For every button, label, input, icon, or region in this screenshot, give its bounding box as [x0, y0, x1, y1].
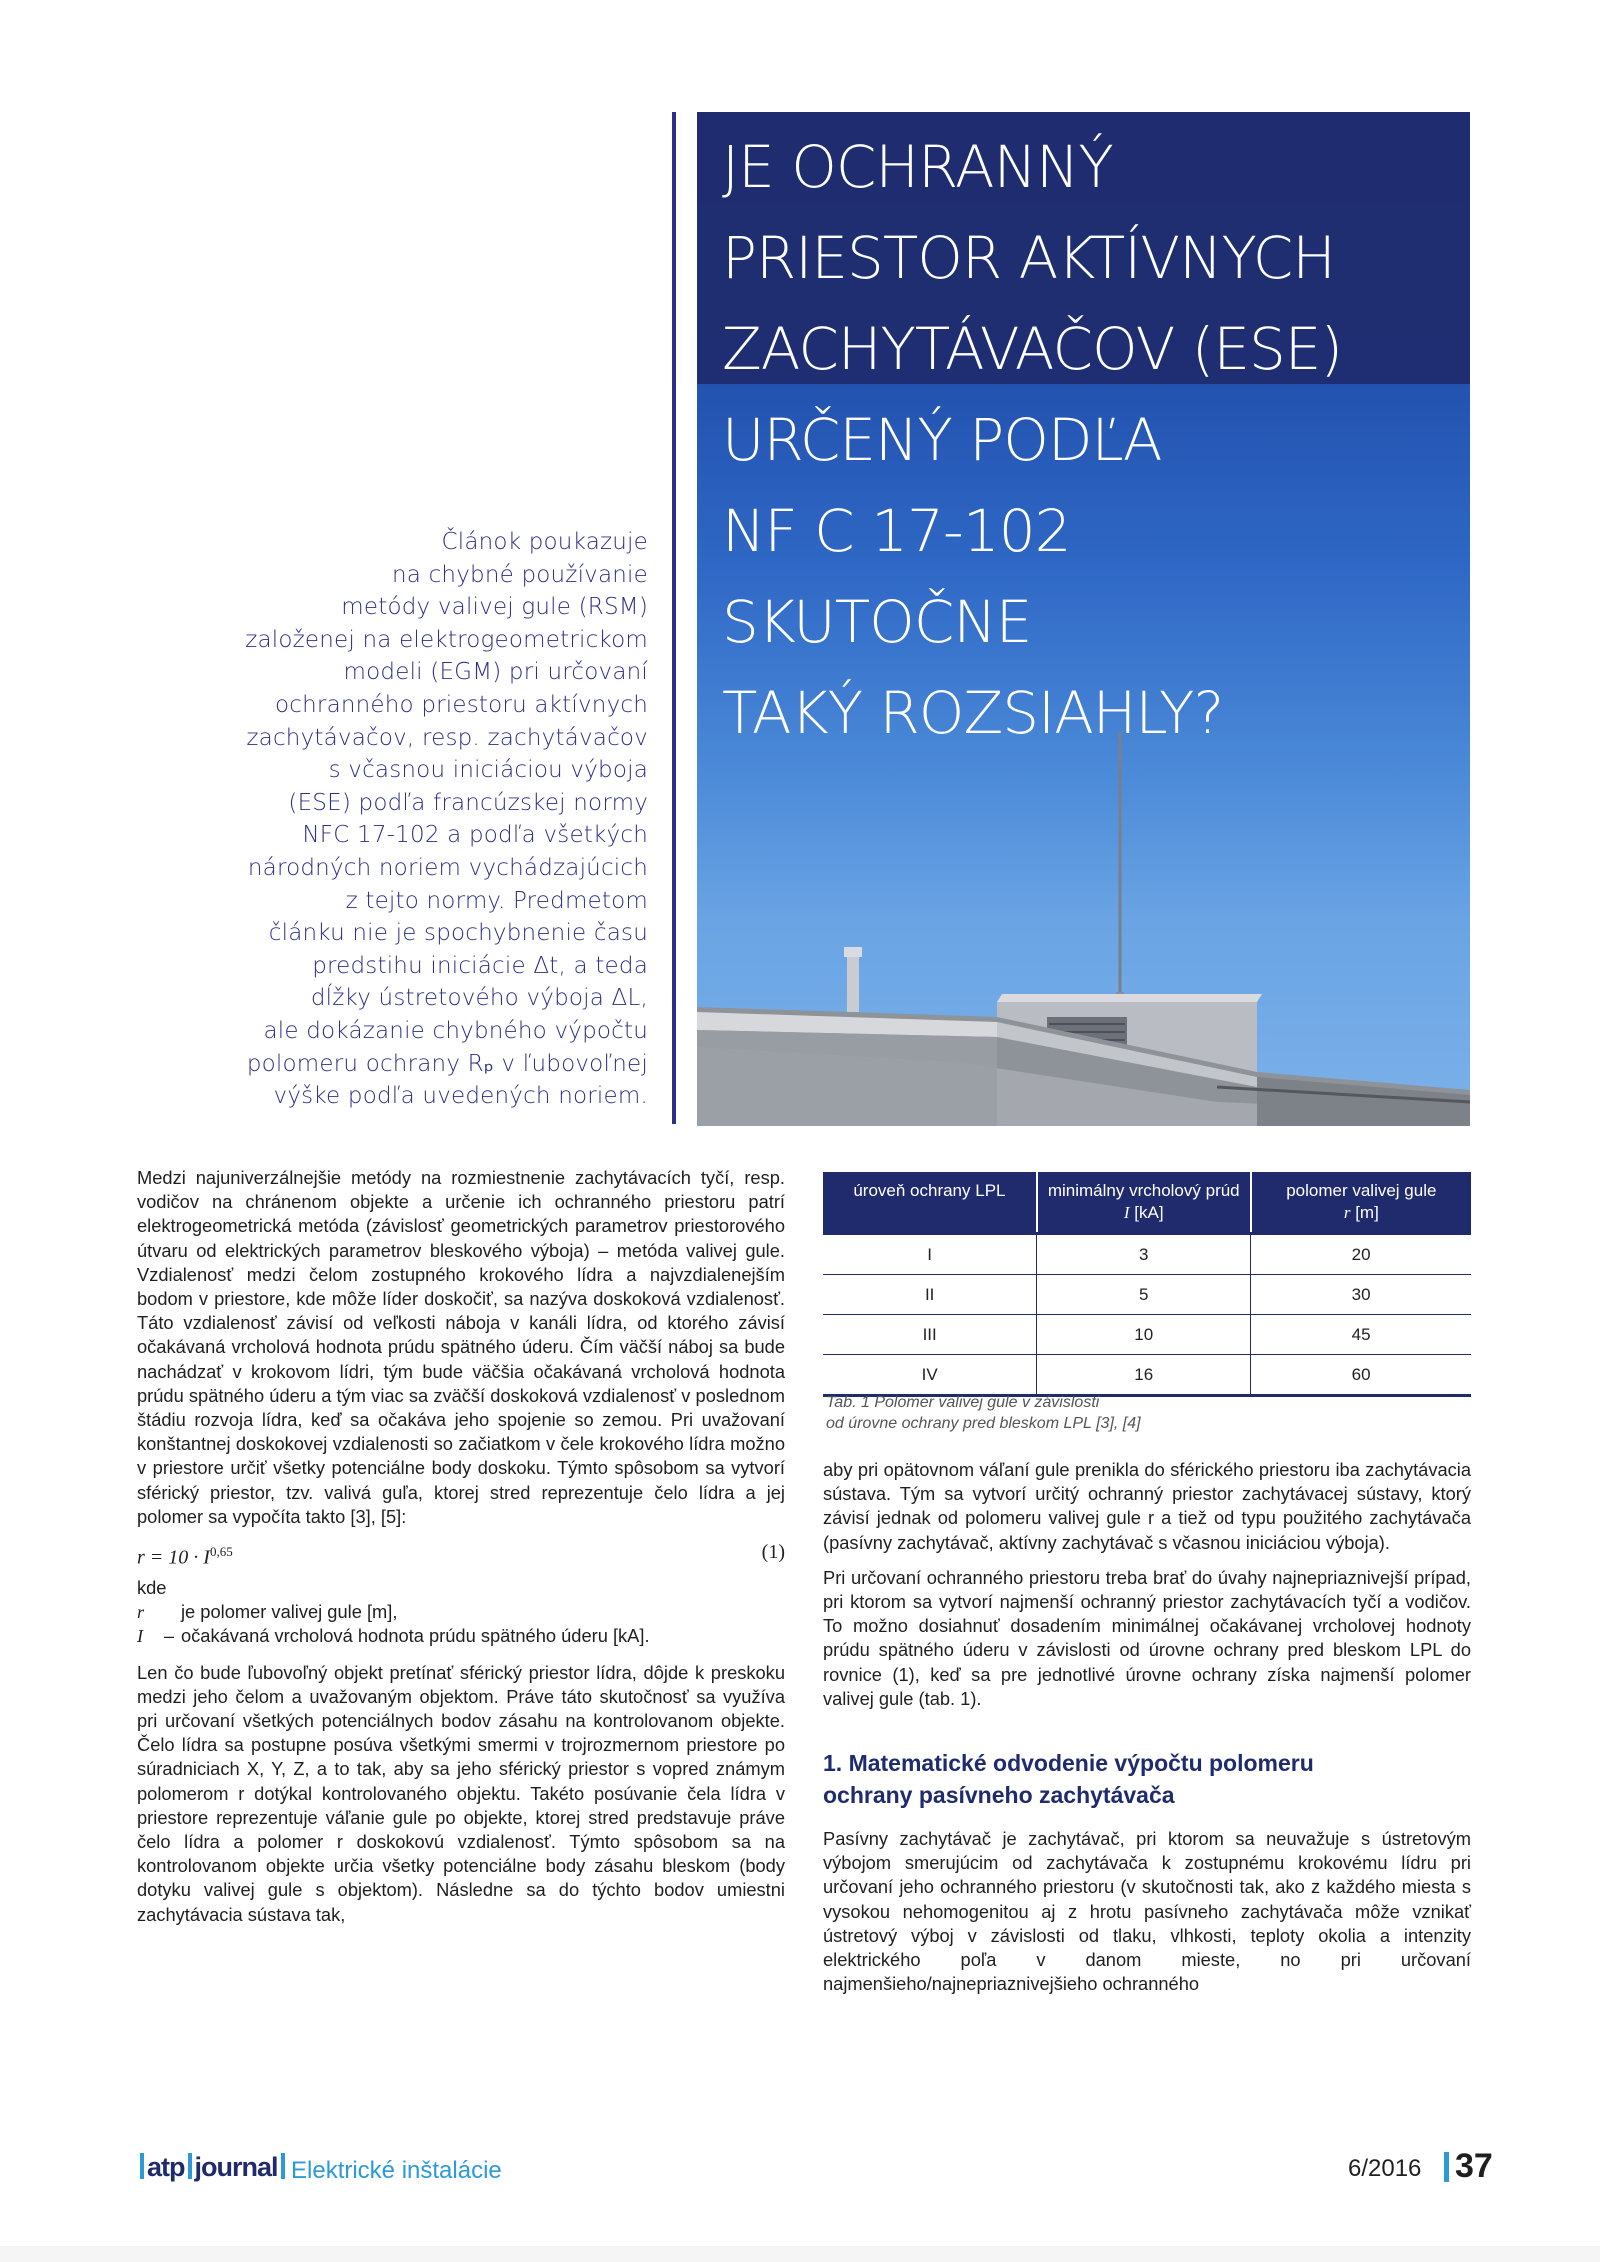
title-line: TAKÝ ROZSIAHLY? [722, 679, 1224, 747]
table-header-cell: úroveň ochrany LPL [823, 1172, 1037, 1234]
kde-label: kde [137, 1576, 167, 1598]
table-header-cell: polomer valivej gule r [m] [1251, 1172, 1471, 1234]
lead-line: ochranného priestoru aktívnych [275, 691, 648, 718]
lead-line: s včasnou iniciáciou výboja [328, 757, 648, 784]
title-line: NF C 17-102 [722, 497, 1071, 565]
title-line: ZACHYTÁVAČOV (ESE) [722, 315, 1343, 383]
table-cell: 45 [1251, 1315, 1471, 1355]
table-header-cell: minimálny vrcholový prúd I [kA] [1037, 1172, 1251, 1234]
vertical-rule [672, 112, 676, 1124]
lead-line: z tejto normy. Predmetom [345, 887, 648, 914]
table-cell: I [823, 1234, 1037, 1275]
caption-line: Tab. 1 Polomer valivej gule v závislosti [826, 1394, 1100, 1411]
variable-dash [157, 1600, 181, 1624]
equation-exponent: 0,65 [209, 1544, 233, 1560]
title-line: URČENÝ PODĽA [722, 406, 1162, 474]
title-line: PRIESTOR AKTÍVNYCH [722, 224, 1335, 292]
variable-symbol: I [137, 1626, 144, 1647]
table-cell: 20 [1251, 1234, 1471, 1275]
variable-r-definition [137, 1600, 785, 1624]
table-row [823, 1355, 1471, 1396]
table-cell: IV [823, 1355, 1037, 1396]
table-row [823, 1234, 1471, 1275]
lead-line: polomeru ochrany Rₚ v ľubovoľnej [246, 1050, 648, 1077]
equation-lhs: r = 10 · I [137, 1546, 210, 1569]
lead-paragraph [210, 526, 648, 1113]
lead-line: zachytávačov, resp. zachytávačov [246, 724, 648, 751]
table-cell: 30 [1251, 1275, 1471, 1315]
variable-text: je polomer valivej gule [m], [181, 1601, 398, 1623]
section-heading: 1. Matematické odvodenie výpočtu polomeru ochrany pasívneho zachytávača [823, 1750, 1314, 1809]
table-row [823, 1315, 1471, 1355]
lead-line: metódy valivej gule (RSM) [341, 594, 648, 621]
title-line: JE OCHRANNÝ [722, 133, 1113, 201]
table-cell: III [823, 1315, 1037, 1355]
lpl-table [823, 1172, 1471, 1397]
equation-number: (1) [761, 1541, 785, 1564]
lead-line: (ESE) podľa francúzskej normy [288, 789, 648, 816]
variable-dash: – [163, 1625, 175, 1647]
table-cell: 3 [1037, 1234, 1251, 1275]
lead-line: založenej na elektrogeometrickom [245, 626, 648, 653]
variable-i-definition [137, 1624, 785, 1648]
footer-divider [1444, 2152, 1449, 2182]
title-line: SKUTOČNE [722, 588, 1032, 656]
table-cell: 5 [1037, 1275, 1251, 1315]
lead-line: modeli (EGM) pri určovaní [343, 659, 648, 686]
journal-logo: atp journal [137, 2152, 288, 2183]
lead-line: na chybné používanie [392, 561, 648, 588]
lead-line: NFC 17-102 a podľa všetkých [302, 822, 648, 849]
variable-symbol: r [137, 1602, 145, 1623]
body-paragraph: Pasívny zachytávač je zachytávač, pri ktorom sa neuvažuje s ústretovým výbojom smerujúcim od zachytávača k zostupnému krokovému lídru pri určovaní jeho ochranného priestoru (v skutočnosti tak, ako z každého miesta s vysokou nehomogenitou aj z hrotu pasívneho zachytávača môže vznikať ústretový výboj v závislosti od tlaku, vlhkosti, teploty okolia a intenzity elektrického poľa v danom mieste, no pri určovaní najmenšieho/najnepriaznivejšieho ochranného [823, 1828, 1471, 1995]
page-number: 37 [1455, 2147, 1493, 2185]
caption-line: od úrovne ochrany pred bleskom LPL [3], [4] [826, 1415, 1141, 1432]
lead-line: dĺžky ústretového výboja ΔL, [310, 985, 648, 1012]
article-title [722, 122, 1462, 759]
equation-1 [137, 1540, 785, 1570]
lead-line: ale dokázanie chybného výpočtu [263, 1017, 648, 1044]
table-cell: 60 [1251, 1355, 1471, 1396]
page-edge [0, 2246, 1600, 2262]
lead-line: článku nie je spochybnenie času [268, 920, 648, 947]
body-paragraph: aby pri opätovnom váľaní gule prenikla do sférického priestoru iba zachytávacia sústava. Tým sa vytvorí určitý ochranný priestor zachytávacej sústavy, ktorý závisí jednak od polomeru valivej gule r a tiež od typu použitého zachytávača (pasívny zachytávač, aktívny zachytávač s včasnou iniciáciou výboja). [823, 1459, 1471, 1553]
lead-line: predstihu iniciácie Δt, a teda [312, 952, 648, 979]
lead-line: Článok poukazuje [441, 529, 648, 555]
hero-image [697, 112, 1470, 1126]
table-cell: 10 [1037, 1315, 1251, 1355]
table-row [823, 1275, 1471, 1315]
body-paragraph: Pri určovaní ochranného priestoru treba brať do úvahy najnepriaznivejší prípad, pri ktorom sa vytvorí najmenší ochranný priestor zachytávacích tyčí a vodičov. To možno dosiahnuť dosadením minimálnej očakávanej vrcholovej hodnoty prúdu spätného úderu v závislosti od úrovne ochrany pred bleskom LPL do rovnice (1), keď sa pre jednotlivé úrovne ochrany získa najmenší polomer valivej gule (tab. 1). [823, 1566, 1471, 1709]
left-column [137, 1166, 785, 1938]
body-paragraph: Medzi najuniverzálnejšie metódy na rozmiestnenie zachytávacích tyčí, resp. vodičov na chránenom objekte a určenie ich ochranného priestoru patrí elektrogeometrická metóda (závislosť geometrických parametrov priestorového útvaru od elektrických parametrov bleskového výboja) – metóda valivej gule. Vzdialenosť medzi čelom zostupného krokového lídra a najvzdialenejším bodom v priestore, kde môže líder doskočiť, sa nazýva doskoková vzdialenosť. Táto vzdialenosť závisí od veľkosti náboja v kanáli lídra, od ktorého závisí očakávaná vrcholová hodnota prúdu spätného úderu. Čím väčší náboj sa bude nachádzať v krokovom lídri, tým bude väčšia očakávaná vrcholová hodnota prúdu spätného úderu a tým viac sa zväčší doskoková vzdialenosť v poslednom štádiu rozvoja lídra, keď sa očakáva jeho spojenie so zemou. Pri uvažovaní konštantnej doskokovej vzdialenosti so začiatkom v čele krokového lídra možno v priestore určiť všetky potenciálne body doskoku. Týmto spôsobom sa vytvorí sférický priestor, tzv. valivá guľa, ktorej stred reprezentuje čelo lídra a jej polomer sa vypočíta takto [3], [5]: [137, 1167, 785, 1527]
variable-text: očakávaná vrcholová hodnota prúdu spätného úderu [kA]. [181, 1625, 650, 1647]
lead-line: výške podľa uvedených noriem. [273, 1083, 648, 1110]
table-header-row [823, 1172, 1471, 1234]
body-paragraph: Len čo bude ľubovoľný objekt pretínať sférický priestor lídra, dôjde k preskoku medzi jeho čelom a uvažovaným objektom. Práve táto skutočnosť sa využíva pri určovaní všetkých potenciálnych bodov zásahu na kontrolovanom objekte. Čelo lídra sa postupne posúva všetkými smermi v trojrozmernom priestore po súradniciach X, Y, Z, a to tak, aby sa jeho sférický priestor s vopred známym polomerom r dotýkal kontrolovaného objektu. Takéto posúvanie čela lídra v priestore reprezentuje váľanie gule po objekte, ktorej stred predstavuje práve čelo lídra a polomer r doskokovú vzdialenosť. Týmto spôsobom sa na kontrolovanom objekte určia všetky potenciálne body zásahu bleskom (body dotyku valivej gule s objektom). Následne sa do týchto bodov umiestni zachytávacia sústava tak, [137, 1661, 785, 1925]
lead-line: národných noriem vychádzajúcich [247, 854, 648, 881]
table-cell: II [823, 1275, 1037, 1315]
right-column [823, 1458, 1471, 2007]
footer-issue: 6/2016 [1348, 2155, 1422, 2182]
footer-section-name: Elektrické inštalácie [291, 2157, 502, 2184]
table-cell: 16 [1037, 1355, 1251, 1396]
table-caption [826, 1392, 1466, 1434]
